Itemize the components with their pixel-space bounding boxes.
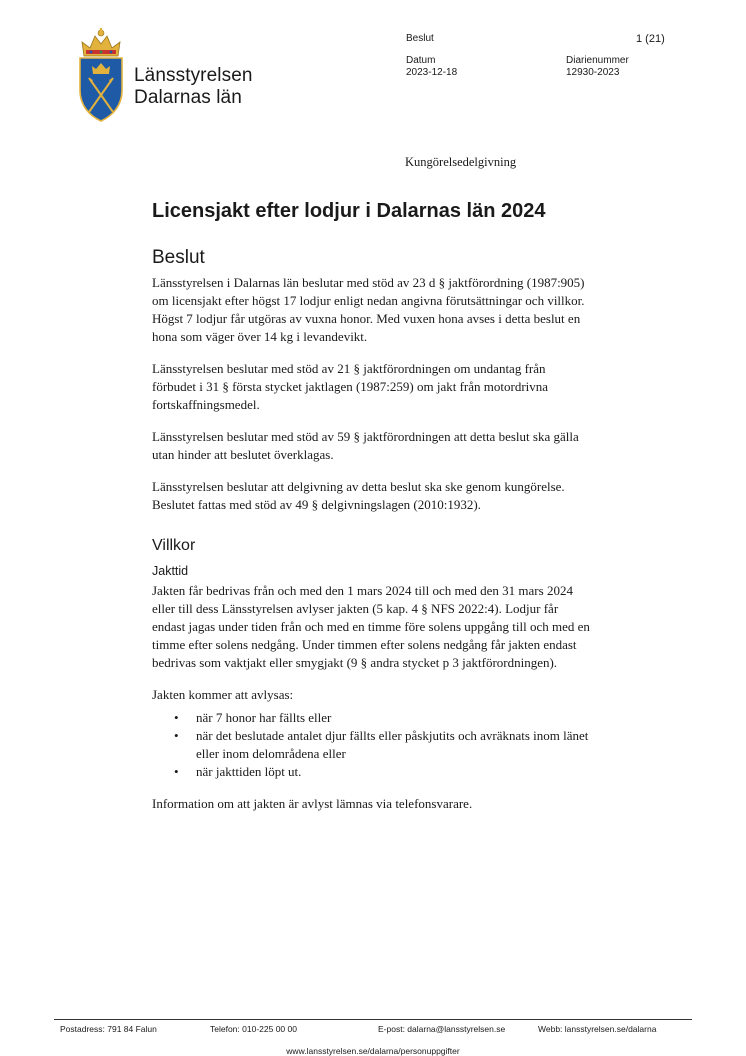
document-type: Beslut — [406, 33, 434, 44]
org-name-line2: Dalarnas län — [134, 87, 242, 108]
date-value: 2023-12-18 — [406, 67, 458, 78]
section-heading-beslut: Beslut — [152, 247, 205, 268]
reference-value: 12930-2023 — [566, 67, 620, 78]
footer-postal-address: Postadress: 791 84 Falun — [60, 1024, 157, 1034]
crown-shield-icon — [78, 28, 124, 122]
list-item: • när jakttiden löpt ut. — [196, 763, 592, 781]
avlysning-intro: Jakten kommer att avlysas: — [152, 687, 294, 702]
beslut-paragraph-2: Länsstyrelsen beslutar med stöd av 21 § jaktförordningen om undantag från förbudet i 31 § första stycket jaktlagen (1987:259) om jakt från motordrivna fortskaffningsmedel. — [152, 361, 549, 412]
avlysning-list — [152, 709, 592, 781]
date-label: Datum — [406, 55, 436, 66]
footer-phone: Telefon: 010-225 00 00 — [210, 1024, 297, 1034]
closing-paragraph: Information om att jakten är avlyst lämnas via telefonsvarare. — [152, 796, 473, 811]
reference-label: Diarienummer — [566, 55, 629, 66]
coat-of-arms-logo — [78, 28, 124, 122]
list-item: • när det beslutade antalet djur fällts eller påskjutits och avräknats inom länet eller inom delområdena eller — [196, 727, 592, 763]
footer-email: E-post: dalarna@lansstyrelsen.se — [378, 1024, 506, 1034]
subheading-jakttid: Jakttid — [152, 564, 189, 578]
footer-website: Webb: lansstyrelsen.se/dalarna — [538, 1024, 657, 1034]
footer-divider — [54, 1019, 692, 1020]
jakttid-paragraph: Jakten får bedrivas från och med den 1 mars 2024 till och med den 31 mars 2024 eller till dess Länsstyrelsen avlyser jakten (5 kap. 4 § NFS 2022:4). Lodjur får endast jagas under tiden från och med en timme före solens uppgång till och med en timme efter solens nedgång. Under timmen efter solens nedgång får jakten endast bedrivas som vaktjakt eller smygjakt (9 § andra stycket p 3 jaktförordningen). — [152, 583, 590, 670]
section-heading-villkor: Villkor — [152, 537, 196, 554]
org-name-line1: Länsstyrelsen — [134, 65, 253, 86]
beslut-paragraph-1: Länsstyrelsen i Dalarnas län beslutar med stöd av 23 d § jaktförordning (1987:905) om licensjakt efter högst 17 lodjur enligt nedan angivna förutsättningar och villkor. Högst 7 lodjur får utgöras av vuxna honor. Med vuxen hona avses i detta beslut en hona som väger över 14 kg i levandevikt. — [152, 275, 585, 344]
page-number: 1 (21) — [636, 33, 665, 45]
beslut-paragraph-4: Länsstyrelsen beslutar att delgivning av detta beslut ska ske genom kungörelse. Beslutet fattas med stöd av 49 § delgivningslagen (2010:1932). — [152, 479, 565, 512]
delivery-rubric: Kungörelsedelgivning — [405, 155, 517, 169]
list-item: • när 7 honor har fällts eller — [196, 709, 592, 727]
organization-name — [134, 65, 253, 109]
footer-privacy-link[interactable]: www.lansstyrelsen.se/dalarna/personuppgifter — [286, 1046, 460, 1056]
document-title: Licensjakt efter lodjur i Dalarnas län 2024 — [152, 200, 546, 222]
beslut-paragraph-3: Länsstyrelsen beslutar med stöd av 59 § jaktförordningen att detta beslut ska gälla utan hinder att beslutet överklagas. — [152, 429, 579, 462]
document-body — [152, 198, 592, 827]
